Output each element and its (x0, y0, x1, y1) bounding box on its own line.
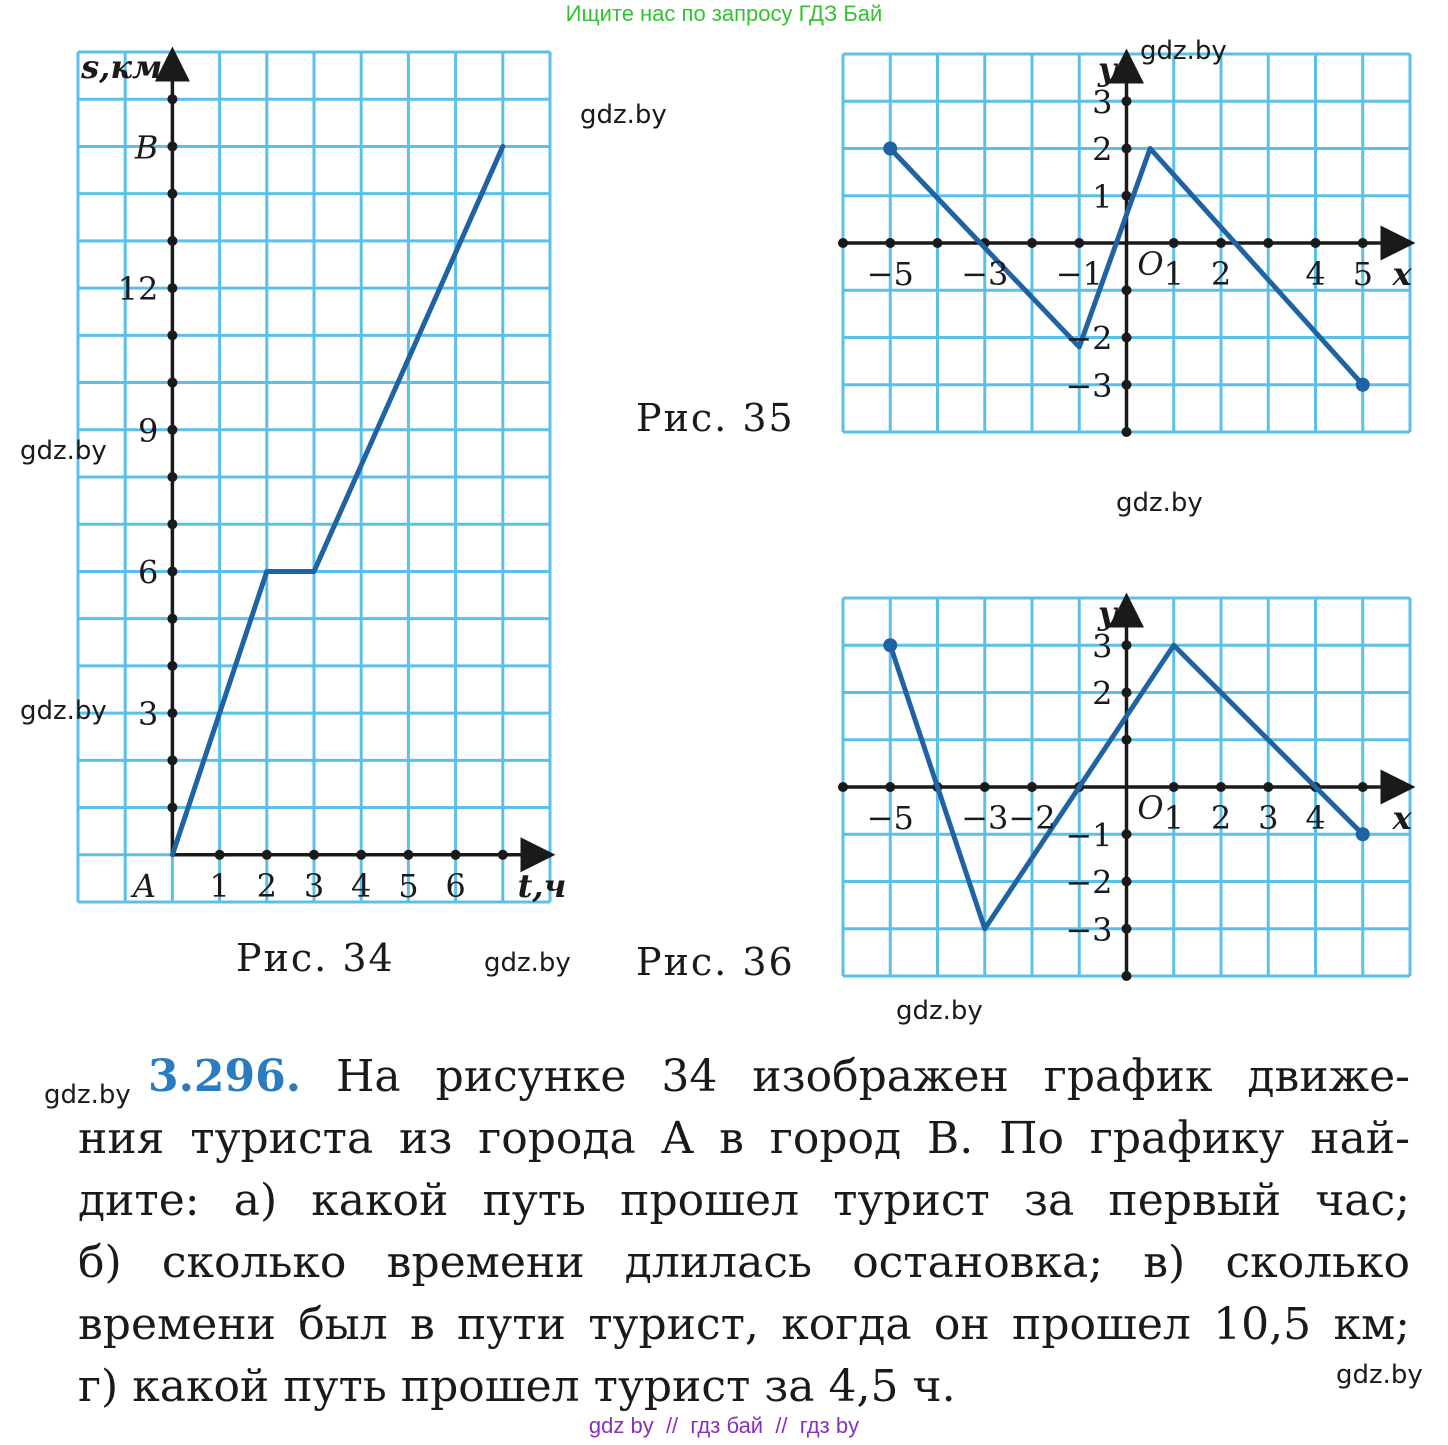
x-tick-dot (262, 850, 272, 860)
y-tick-dot (167, 661, 177, 671)
y-tick-dot (1122, 333, 1132, 343)
x-tick-label: 2 (1210, 799, 1232, 837)
x-tick-dot (1169, 782, 1179, 792)
x-tick-dot (309, 850, 319, 860)
problem-3-296 (78, 1046, 1410, 1418)
y-tick-dot (1122, 688, 1132, 698)
y-axis-label: y (1097, 50, 1117, 88)
x-tick-dot (356, 850, 366, 860)
origin-label: O (1137, 789, 1164, 827)
watermark: gdz.by (580, 100, 667, 130)
x-tick-dot (451, 850, 461, 860)
x-tick-label: −2 (1008, 799, 1056, 837)
y-axis-label: s,км (81, 48, 163, 86)
x-tick-dot (1027, 782, 1037, 792)
x-tick-label: 3 (1258, 799, 1279, 837)
series-endpoint (883, 638, 897, 652)
point-label: B (134, 128, 159, 167)
figure-34-caption: Рис. 34 (236, 936, 395, 980)
x-tick-dot (838, 238, 848, 248)
series-endpoint (1356, 827, 1370, 841)
x-tick-label: −5 (866, 255, 914, 293)
x-tick-label: −5 (866, 799, 914, 837)
x-axis-label: t,ч (517, 866, 567, 905)
y-tick-label: 3 (138, 695, 159, 734)
series-endpoint (1356, 378, 1370, 392)
axes (843, 596, 1412, 976)
figure-36-chart (838, 594, 1412, 981)
x-tick-label: 4 (351, 866, 372, 905)
y-tick-dot (167, 236, 177, 246)
y-tick-label: −3 (1065, 910, 1113, 949)
y-tick-label: 12 (117, 270, 159, 309)
x-tick-label: 5 (1352, 255, 1373, 293)
y-tick-dot (167, 141, 177, 151)
x-tick-dot (1027, 238, 1037, 248)
series-endpoint (883, 142, 897, 156)
x-tick-label: −1 (1055, 255, 1103, 293)
problem-line-text: На рисунке 34 изображен график движе- (336, 1051, 1410, 1102)
y-tick-label: −2 (1065, 863, 1113, 902)
y-tick-dot (167, 189, 177, 199)
watermark: gdz.by (484, 948, 571, 978)
axes (843, 52, 1412, 432)
x-tick-dot (1216, 238, 1226, 248)
figure-35-chart (838, 50, 1412, 437)
y-tick-dot (1122, 924, 1132, 934)
x-tick-label: 4 (1305, 255, 1326, 293)
x-tick-dot (1263, 782, 1273, 792)
watermark: gdz.by (1336, 1360, 1423, 1390)
y-tick-dot (1122, 285, 1132, 295)
x-tick-label: 5 (398, 866, 419, 905)
y-tick-label: 2 (1092, 674, 1113, 713)
x-tick-label: 3 (303, 866, 325, 905)
y-tick-dot (1122, 96, 1132, 106)
y-tick-dot (167, 614, 177, 624)
header-search-link[interactable]: Ищите нас по запросу ГДЗ Бай (565, 1, 883, 26)
y-tick-label: 3 (1092, 83, 1113, 122)
x-tick-label: 1 (1163, 799, 1184, 837)
y-tick-dot (167, 378, 177, 388)
figure-36-caption: Рис. 36 (636, 940, 795, 984)
series (172, 146, 502, 854)
origin-label: A (132, 866, 156, 905)
x-tick-dot (1358, 782, 1368, 792)
y-tick-label: 1 (1092, 177, 1113, 216)
problem-line: г) какой путь прошел турист за 4,5 ч. (78, 1361, 956, 1412)
x-tick-dot (1311, 238, 1321, 248)
y-tick-label: 3 (1092, 627, 1113, 666)
y-tick-dot (167, 566, 177, 576)
x-tick-dot (933, 238, 943, 248)
problem-line: времени был в пути турист, когда он прошел 10,5 км; (78, 1299, 1410, 1350)
x-tick-dot (1263, 238, 1273, 248)
y-tick-label: −1 (1065, 816, 1113, 855)
x-tick-dot (1216, 782, 1226, 792)
y-tick-dot (167, 755, 177, 765)
y-tick-dot (167, 94, 177, 104)
y-tick-label: −3 (1065, 366, 1113, 405)
problem-line: б) сколько времени длилась остановка; в) сколько (78, 1237, 1410, 1288)
grid (78, 52, 550, 902)
x-tick-label: 2 (1210, 255, 1232, 293)
x-tick-label: −3 (961, 255, 1009, 293)
problem-line: ния туриста из города A в город B. По графику най- (78, 1113, 1410, 1164)
watermark: gdz.by (1140, 36, 1227, 66)
watermark: gdz.by (896, 996, 983, 1026)
y-tick-dot (1122, 971, 1132, 981)
y-tick-dot (167, 472, 177, 482)
x-tick-label: −3 (961, 799, 1009, 837)
x-tick-dot (980, 782, 990, 792)
y-tick-dot (1122, 735, 1132, 745)
y-tick-dot (167, 425, 177, 435)
x-tick-dot (498, 850, 508, 860)
x-tick-label: 1 (1163, 255, 1184, 293)
watermark: gdz.by (44, 1080, 131, 1110)
y-tick-label: 6 (138, 553, 159, 592)
y-tick-dot (1122, 640, 1132, 650)
y-tick-dot (1122, 144, 1132, 154)
footer-links[interactable]: gdz by // гдз бай // гдз by (588, 1413, 860, 1438)
x-tick-dot (215, 850, 225, 860)
x-tick-label: 1 (209, 866, 230, 905)
y-tick-dot (1122, 829, 1132, 839)
watermark: gdz.by (20, 436, 107, 466)
x-tick-label: 2 (256, 866, 277, 905)
problem-number: 3.296. (148, 1051, 302, 1102)
y-tick-dot (167, 330, 177, 340)
x-tick-dot (885, 782, 895, 792)
x-tick-dot (1358, 238, 1368, 248)
y-axis-label: y (1097, 594, 1117, 632)
origin-label: O (1137, 245, 1164, 283)
problem-line (78, 1046, 1410, 1108)
watermark: gdz.by (1116, 488, 1203, 518)
y-tick-dot (167, 519, 177, 529)
figure-35-caption: Рис. 35 (636, 396, 795, 440)
labels (867, 594, 1413, 949)
watermark: gdz.by (20, 696, 107, 726)
series-line (172, 146, 502, 854)
y-tick-dot (1122, 427, 1132, 437)
x-tick-dot (838, 782, 848, 792)
y-tick-dot (167, 803, 177, 813)
y-tick-dot (167, 283, 177, 293)
y-tick-dot (167, 708, 177, 718)
y-tick-label: −2 (1065, 319, 1113, 358)
x-tick-dot (403, 850, 413, 860)
y-tick-dot (1122, 380, 1132, 390)
x-tick-label: 6 (445, 866, 466, 905)
x-tick-dot (885, 238, 895, 248)
figure-34-chart (78, 48, 566, 905)
problem-line: дите: а) какой путь прошел турист за первый час; (78, 1175, 1410, 1226)
x-axis-label: x (1392, 255, 1412, 293)
x-tick-label: 4 (1305, 799, 1326, 837)
x-tick-dot (1074, 238, 1084, 248)
x-axis-label: x (1392, 799, 1412, 837)
y-tick-label: 9 (138, 411, 159, 450)
y-tick-dot (1122, 877, 1132, 887)
x-tick-dot (1169, 238, 1179, 248)
y-tick-label: 2 (1092, 130, 1113, 169)
